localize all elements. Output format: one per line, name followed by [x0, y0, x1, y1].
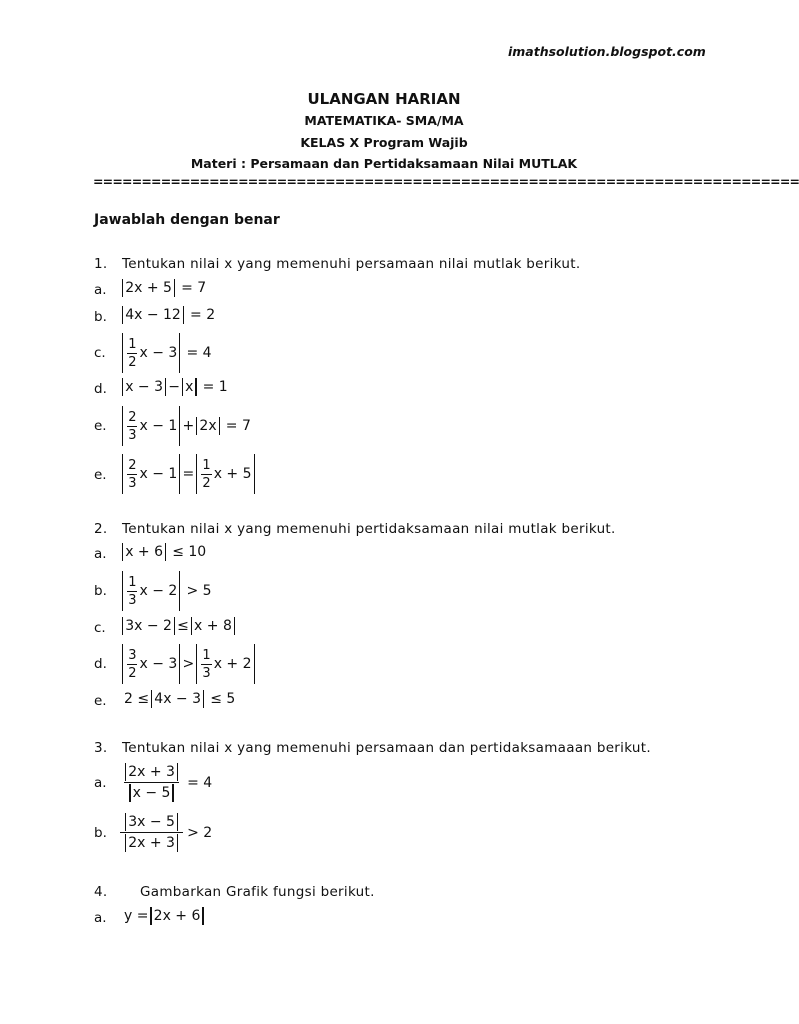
equation-1d [120, 378, 228, 396]
equation-1a [120, 279, 206, 297]
class-line: KELAS X Program Wajib [300, 135, 468, 150]
instruction-heading: Jawablah dengan benar [94, 212, 280, 228]
equation-1c [120, 333, 212, 373]
equation-prefix: y = [124, 908, 149, 924]
item-label: b. [94, 825, 107, 841]
equation-rest: ≤ 5 [210, 691, 236, 707]
worksheet-title: ULANGAN HARIAN [307, 90, 461, 108]
abs-expression: x − 3 [139, 345, 178, 361]
abs-expression: 2x + 6 [153, 908, 201, 924]
fraction: $\frac{1}{2}$ [128, 336, 137, 370]
equation-rest: = 2 [190, 307, 216, 323]
operator: ≤ [177, 618, 189, 634]
equation-rest: = 7 [225, 418, 251, 434]
inequality-2b [120, 571, 212, 611]
equation-rest: = 4 [187, 774, 213, 791]
abs-fraction: $\frac{2x + 3}{x - 5}$ [120, 762, 183, 803]
abs-expression: x + 6 [125, 544, 164, 560]
equation-rest: = 1 [202, 379, 228, 395]
item-label: e. [94, 693, 107, 709]
abs-expression: x [185, 379, 194, 395]
abs-expression: 2x + 5 [125, 280, 172, 296]
item-label: a. [94, 775, 107, 791]
operator: > [182, 656, 195, 672]
operator: − [168, 379, 180, 395]
fraction: $\frac{1}{3}$ [202, 647, 211, 681]
equation-3a [120, 762, 212, 803]
equation-1e-second [120, 454, 257, 494]
question-text: Tentukan nilai x yang memenuhi pertidaksamaan nilai mutlak berikut. [122, 521, 616, 537]
inequality-2c [120, 617, 237, 635]
equation-rest: ≤ 10 [172, 544, 207, 560]
item-label: a. [94, 282, 107, 298]
abs-fraction: $\frac{3x - 5}{2x + 3}$ [120, 812, 183, 853]
equation-rest: = 4 [186, 345, 212, 361]
equation-rest: > 2 [187, 824, 213, 841]
abs-expression: x + 2 [213, 656, 252, 672]
question-number: 2. [94, 521, 108, 537]
inequality-2d [120, 644, 257, 684]
subject-line: MATEMATIKA- SMA/MA [304, 113, 464, 128]
abs-expression: x − 3 [125, 379, 164, 395]
equation-1b [120, 306, 215, 324]
question-number: 3. [94, 740, 108, 756]
item-label: a. [94, 546, 107, 562]
item-label: d. [94, 656, 107, 672]
equation-rest: = 7 [181, 280, 207, 296]
question-1 [94, 256, 580, 272]
item-label: d. [94, 381, 107, 397]
equation-rest: > 5 [186, 583, 212, 599]
item-label: b. [94, 583, 107, 599]
fraction: $\frac{2}{3}$ [128, 409, 137, 443]
abs-expression: 2x [199, 418, 217, 434]
equation-1e [120, 406, 251, 446]
website-url: imathsolution.blogspot.com [508, 44, 706, 59]
abs-expression: x + 5 [213, 466, 252, 482]
item-label: a. [94, 910, 107, 926]
function-4a [124, 907, 206, 925]
question-number: 4. [94, 884, 108, 900]
item-label: e. [94, 418, 107, 434]
abs-expression: 4x − 3 [154, 691, 202, 707]
abs-expression: 4x − 12 [125, 307, 181, 323]
question-text: Tentukan nilai x yang memenuhi persamaan dan pertidaksamaaan berikut. [122, 740, 651, 756]
item-label: b. [94, 309, 107, 325]
question-text: Tentukan nilai x yang memenuhi persamaan nilai mutlak berikut. [122, 256, 581, 272]
equation-prefix: 2 ≤ [124, 691, 150, 707]
fraction: $\frac{3}{2}$ [128, 647, 137, 681]
question-text: Gambarkan Grafik fungsi berikut. [140, 884, 375, 900]
question-number: 1. [94, 256, 108, 272]
question-4 [94, 884, 375, 900]
abs-expression: x + 8 [194, 618, 232, 634]
abs-expression: x − 1 [139, 418, 178, 434]
fraction: $\frac{1}{3}$ [128, 574, 137, 608]
abs-expression: x − 3 [139, 656, 178, 672]
fraction: $\frac{1}{2}$ [202, 457, 211, 491]
item-label: c. [94, 345, 106, 361]
item-label: c. [94, 620, 106, 636]
fraction: $\frac{2}{3}$ [128, 457, 137, 491]
inequality-2a [120, 543, 206, 561]
abs-expression: x − 1 [139, 466, 178, 482]
inequality-3b [120, 812, 212, 853]
abs-expression: 3x − 2 [125, 618, 172, 634]
operator: + [182, 418, 195, 434]
separator-line: ========================================================================= [93, 174, 799, 189]
abs-expression: x − 2 [139, 583, 178, 599]
item-label: e. [94, 467, 107, 483]
operator: = [182, 466, 195, 482]
question-3 [94, 740, 651, 756]
inequality-2e [124, 690, 235, 708]
question-2 [94, 521, 616, 537]
topic-line: Materi : Persamaan dan Pertidaksamaan Nilai MUTLAK [190, 156, 578, 171]
